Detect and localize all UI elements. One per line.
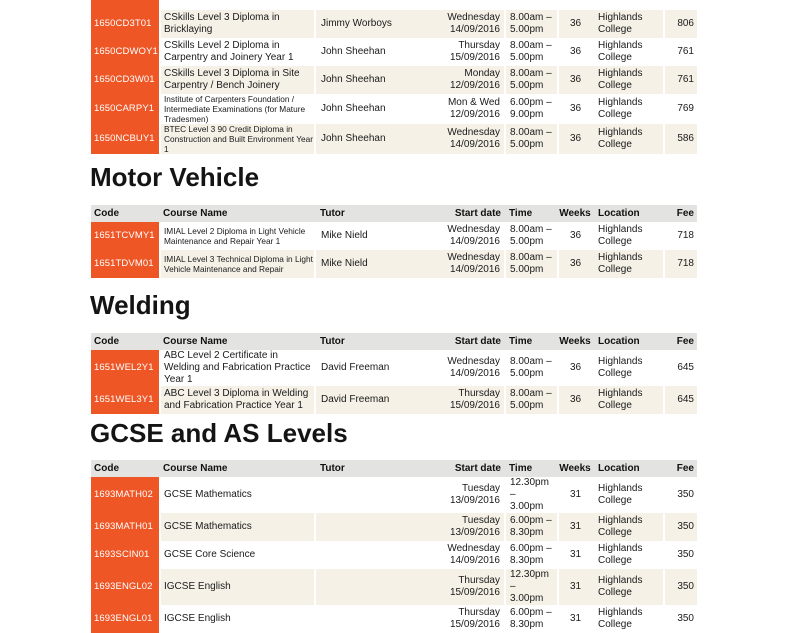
course-name: GCSE Mathematics bbox=[160, 513, 315, 541]
header-course-name: Course Name bbox=[160, 460, 315, 477]
session-time bbox=[505, 541, 558, 569]
time-start: 8.00am – bbox=[510, 252, 552, 263]
start-date-value: 13/09/2016 bbox=[449, 527, 500, 538]
session-time bbox=[505, 350, 558, 386]
tutor-name: Mike Nield bbox=[315, 250, 420, 278]
start-day: Tuesday bbox=[462, 483, 500, 494]
location: Highlands College bbox=[592, 250, 664, 278]
start-day: Wednesday bbox=[447, 127, 500, 138]
table-row bbox=[91, 477, 697, 513]
start-date bbox=[420, 94, 505, 124]
header-code: Code bbox=[91, 460, 160, 477]
fee: 718 bbox=[664, 222, 697, 250]
time-start: 8.00am – bbox=[510, 12, 552, 23]
weeks-count: 36 bbox=[558, 66, 592, 94]
tutor-name: Jimmy Worboys bbox=[315, 10, 420, 38]
course-table-body bbox=[91, 477, 697, 633]
course-code: 1693MATH01 bbox=[91, 513, 160, 541]
weeks-count: 36 bbox=[558, 222, 592, 250]
start-date-value: 14/09/2016 bbox=[449, 264, 500, 275]
fee: 718 bbox=[664, 250, 697, 278]
session-time bbox=[505, 10, 558, 38]
header-code: Code bbox=[91, 333, 160, 350]
course-name: BTEC Level 3 90 Credit Diploma in Construction and Built Environment Year 1 bbox=[160, 124, 315, 154]
session-time bbox=[505, 250, 558, 278]
session-time bbox=[505, 66, 558, 94]
course-name: IMIAL Level 3 Technical Diploma in Light Vehicle Maintenance and Repair bbox=[160, 250, 315, 278]
session-time bbox=[505, 0, 558, 10]
table-row bbox=[91, 94, 697, 124]
fee: 350 bbox=[664, 477, 697, 513]
location: Highlands College bbox=[592, 124, 664, 154]
table-row bbox=[91, 0, 697, 10]
start-date bbox=[420, 222, 505, 250]
start-date-value: 12/09/2016 bbox=[449, 80, 500, 91]
start-date-value: 15/09/2016 bbox=[449, 400, 500, 411]
motor-vehicle-table-block bbox=[91, 205, 697, 278]
course-name: CSkills Level 2 Diploma in Carpentry and Joinery Year 1 bbox=[160, 38, 315, 66]
header-tutor: Tutor bbox=[315, 460, 420, 477]
time-end: 5.00pm bbox=[510, 368, 544, 379]
course-table bbox=[91, 0, 697, 154]
header-start-date: Start date bbox=[420, 333, 505, 350]
course-name: Institute of Carpenters Foundation / Intermediate Examinations (for Mature Tradesmen) bbox=[160, 94, 315, 124]
time-start: 6.00pm – bbox=[510, 97, 552, 108]
weeks-count: 36 bbox=[558, 124, 592, 154]
time-start: 6.00pm – bbox=[510, 543, 552, 554]
fee bbox=[664, 0, 697, 10]
course-name: IGCSE English bbox=[160, 569, 315, 605]
course-code: 1650CDWOY1 bbox=[91, 38, 160, 66]
time-start: 8.00am – bbox=[510, 40, 552, 51]
time-start: 6.00pm – bbox=[510, 607, 552, 618]
fee: 761 bbox=[664, 66, 697, 94]
course-table-body bbox=[91, 0, 697, 154]
table-row bbox=[91, 222, 697, 250]
time-start: 8.00am – bbox=[510, 388, 552, 399]
start-date-value bbox=[420, 0, 500, 2]
header-weeks: Weeks bbox=[558, 205, 592, 222]
weeks-count: 31 bbox=[558, 477, 592, 513]
header-course-name: Course Name bbox=[160, 333, 315, 350]
course-name: CSkills Level 3 Diploma in Bricklaying bbox=[160, 10, 315, 38]
time-end: 5.00pm bbox=[510, 80, 544, 91]
weeks-count: 31 bbox=[558, 513, 592, 541]
course-code: 1651WEL2Y1 bbox=[91, 350, 160, 386]
header-course-name: Course Name bbox=[160, 205, 315, 222]
weeks-count: 36 bbox=[558, 94, 592, 124]
start-day: Wednesday bbox=[447, 543, 500, 554]
start-day: Monday bbox=[464, 68, 500, 79]
header-time: Time bbox=[505, 460, 558, 477]
time-end: 5.00pm bbox=[510, 52, 544, 63]
start-date bbox=[420, 513, 505, 541]
course-code: 1651TCVMY1 bbox=[91, 222, 160, 250]
course-code: 1693SCIN01 bbox=[91, 541, 160, 569]
table-row bbox=[91, 38, 697, 66]
table-row bbox=[91, 605, 697, 633]
time-end: 9.00pm bbox=[510, 109, 544, 120]
start-date bbox=[420, 10, 505, 38]
course-code: 1650CD3T01 bbox=[91, 10, 160, 38]
start-date bbox=[420, 38, 505, 66]
session-time bbox=[505, 569, 558, 605]
course-table bbox=[91, 333, 697, 414]
location: Highlands College bbox=[592, 477, 664, 513]
course-name bbox=[160, 0, 315, 10]
section-title: GCSE and AS Levels bbox=[90, 418, 348, 448]
gcse-table-block bbox=[91, 460, 697, 633]
header-fee: Fee bbox=[664, 460, 697, 477]
construction-table-block bbox=[91, 0, 697, 154]
start-day: Thursday bbox=[458, 575, 500, 586]
course-name: ABC Level 2 Certificate in Welding and Fabrication Practice Year 1 bbox=[160, 350, 315, 386]
start-day: Wednesday bbox=[447, 252, 500, 263]
header-location: Location bbox=[592, 460, 664, 477]
tutor-name bbox=[315, 513, 420, 541]
course-table bbox=[91, 205, 697, 278]
fee: 350 bbox=[664, 541, 697, 569]
course-code: 1693ENGL01 bbox=[91, 605, 160, 633]
time-start: 8.00am – bbox=[510, 127, 552, 138]
start-date bbox=[420, 605, 505, 633]
time-end: 5.00pm bbox=[510, 264, 544, 275]
start-date-value: 15/09/2016 bbox=[449, 52, 500, 63]
tutor-name: John Sheehan bbox=[315, 124, 420, 154]
start-date bbox=[420, 66, 505, 94]
course-code: 1650NCBUY1 bbox=[91, 124, 160, 154]
location: Highlands College bbox=[592, 605, 664, 633]
location bbox=[592, 0, 664, 10]
header-start-date: Start date bbox=[420, 205, 505, 222]
course-name: GCSE Mathematics bbox=[160, 477, 315, 513]
header-time: Time bbox=[505, 333, 558, 350]
time-start: 8.00am – bbox=[510, 224, 552, 235]
start-date bbox=[420, 350, 505, 386]
start-date-value: 14/09/2016 bbox=[449, 368, 500, 379]
location: Highlands College bbox=[592, 66, 664, 94]
weeks-count: 31 bbox=[558, 605, 592, 633]
weeks-count: 36 bbox=[558, 250, 592, 278]
start-day: Thursday bbox=[458, 388, 500, 399]
header-start-date: Start date bbox=[420, 460, 505, 477]
course-code: 1650CD3W01 bbox=[91, 66, 160, 94]
location: Highlands College bbox=[592, 38, 664, 66]
time-start: 8.00am – bbox=[510, 68, 552, 79]
header-location: Location bbox=[592, 333, 664, 350]
session-time bbox=[505, 386, 558, 414]
tutor-name: Mike Nield bbox=[315, 222, 420, 250]
location: Highlands College bbox=[592, 222, 664, 250]
start-date-value: 14/09/2016 bbox=[449, 236, 500, 247]
header-weeks: Weeks bbox=[558, 460, 592, 477]
course-name: ABC Level 3 Diploma in Welding and Fabrication Practice Year 1 bbox=[160, 386, 315, 414]
start-day: Thursday bbox=[458, 40, 500, 51]
time-start: 6.00pm – bbox=[510, 515, 552, 526]
start-date-value: 15/09/2016 bbox=[449, 587, 500, 598]
fee: 769 bbox=[664, 94, 697, 124]
weeks-count bbox=[558, 0, 592, 10]
course-name: IMIAL Level 2 Diploma in Light Vehicle Maintenance and Repair Year 1 bbox=[160, 222, 315, 250]
time-start: 8.00am – bbox=[510, 356, 552, 367]
fee: 645 bbox=[664, 350, 697, 386]
location: Highlands College bbox=[592, 386, 664, 414]
time-end bbox=[510, 0, 557, 2]
time-start: 12.30pm – bbox=[510, 569, 549, 592]
location: Highlands College bbox=[592, 350, 664, 386]
time-end: 8.30pm bbox=[510, 555, 544, 566]
course-table bbox=[91, 460, 697, 633]
tutor-name: John Sheehan bbox=[315, 66, 420, 94]
start-date-value: 15/09/2016 bbox=[449, 619, 500, 630]
course-code bbox=[91, 0, 160, 10]
start-date-value: 14/09/2016 bbox=[449, 555, 500, 566]
start-date bbox=[420, 386, 505, 414]
header-tutor: Tutor bbox=[315, 205, 420, 222]
time-end: 5.00pm bbox=[510, 24, 544, 35]
time-end: 5.00pm bbox=[510, 400, 544, 411]
session-time bbox=[505, 477, 558, 513]
header-code: Code bbox=[91, 205, 160, 222]
start-date-value: 12/09/2016 bbox=[449, 109, 500, 120]
weeks-count: 36 bbox=[558, 386, 592, 414]
start-date bbox=[420, 250, 505, 278]
start-day: Wednesday bbox=[447, 356, 500, 367]
course-name: GCSE Core Science bbox=[160, 541, 315, 569]
start-day: Mon & Wed bbox=[447, 97, 500, 108]
tutor-name bbox=[315, 477, 420, 513]
start-day: Wednesday bbox=[447, 12, 500, 23]
header-tutor: Tutor bbox=[315, 333, 420, 350]
table-row bbox=[91, 250, 697, 278]
session-time bbox=[505, 605, 558, 633]
fee: 350 bbox=[664, 569, 697, 605]
tutor-name: John Sheehan bbox=[315, 94, 420, 124]
location: Highlands College bbox=[592, 94, 664, 124]
time-end: 5.00pm bbox=[510, 139, 544, 150]
header-fee: Fee bbox=[664, 333, 697, 350]
table-row bbox=[91, 10, 697, 38]
tutor-name: John Sheehan bbox=[315, 38, 420, 66]
fee: 761 bbox=[664, 38, 697, 66]
section-title: Welding bbox=[90, 290, 191, 320]
weeks-count: 36 bbox=[558, 10, 592, 38]
fee: 586 bbox=[664, 124, 697, 154]
table-header-row bbox=[91, 333, 697, 350]
weeks-count: 36 bbox=[558, 38, 592, 66]
tutor-name bbox=[315, 541, 420, 569]
header-time: Time bbox=[505, 205, 558, 222]
fee: 350 bbox=[664, 513, 697, 541]
header-fee: Fee bbox=[664, 205, 697, 222]
session-time bbox=[505, 94, 558, 124]
course-code: 1651WEL3Y1 bbox=[91, 386, 160, 414]
weeks-count: 36 bbox=[558, 350, 592, 386]
table-header-row bbox=[91, 205, 697, 222]
fee: 350 bbox=[664, 605, 697, 633]
start-day: Thursday bbox=[458, 607, 500, 618]
time-end: 8.30pm bbox=[510, 527, 544, 538]
table-row bbox=[91, 569, 697, 605]
start-date-value: 14/09/2016 bbox=[449, 139, 500, 150]
location: Highlands College bbox=[592, 541, 664, 569]
table-row bbox=[91, 386, 697, 414]
course-name: IGCSE English bbox=[160, 605, 315, 633]
time-start: 12.30pm – bbox=[510, 477, 549, 500]
location: Highlands College bbox=[592, 513, 664, 541]
start-date-value: 13/09/2016 bbox=[449, 495, 500, 506]
tutor-name bbox=[315, 0, 420, 10]
location: Highlands College bbox=[592, 10, 664, 38]
table-row bbox=[91, 513, 697, 541]
session-time bbox=[505, 124, 558, 154]
time-end: 5.00pm bbox=[510, 236, 544, 247]
location: Highlands College bbox=[592, 569, 664, 605]
course-code: 1651TDVM01 bbox=[91, 250, 160, 278]
tutor-name bbox=[315, 605, 420, 633]
fee: 645 bbox=[664, 386, 697, 414]
start-date bbox=[420, 569, 505, 605]
header-weeks: Weeks bbox=[558, 333, 592, 350]
table-row bbox=[91, 350, 697, 386]
start-date-value: 14/09/2016 bbox=[449, 24, 500, 35]
table-row bbox=[91, 124, 697, 154]
tutor-name bbox=[315, 569, 420, 605]
session-time bbox=[505, 513, 558, 541]
time-end: 3.00pm bbox=[510, 501, 544, 512]
tutor-name: David Freeman bbox=[315, 350, 420, 386]
start-date bbox=[420, 541, 505, 569]
table-row bbox=[91, 66, 697, 94]
session-time bbox=[505, 38, 558, 66]
table-row bbox=[91, 541, 697, 569]
weeks-count: 31 bbox=[558, 569, 592, 605]
header-location: Location bbox=[592, 205, 664, 222]
course-code: 1693ENGL02 bbox=[91, 569, 160, 605]
course-code: 1693MATH02 bbox=[91, 477, 160, 513]
time-end: 3.00pm bbox=[510, 593, 544, 604]
start-day: Wednesday bbox=[447, 224, 500, 235]
start-day: Tuesday bbox=[462, 515, 500, 526]
time-end: 8.30pm bbox=[510, 619, 544, 630]
table-header-row bbox=[91, 460, 697, 477]
start-date bbox=[420, 124, 505, 154]
course-name: CSkills Level 3 Diploma in Site Carpentry / Bench Joinery bbox=[160, 66, 315, 94]
session-time bbox=[505, 222, 558, 250]
start-date bbox=[420, 0, 505, 10]
weeks-count: 31 bbox=[558, 541, 592, 569]
fee: 806 bbox=[664, 10, 697, 38]
welding-table-block bbox=[91, 333, 697, 414]
course-code: 1650CARPY1 bbox=[91, 94, 160, 124]
tutor-name: David Freeman bbox=[315, 386, 420, 414]
course-table-body bbox=[91, 222, 697, 278]
section-title: Motor Vehicle bbox=[90, 162, 260, 192]
start-date bbox=[420, 477, 505, 513]
course-table-body bbox=[91, 350, 697, 414]
